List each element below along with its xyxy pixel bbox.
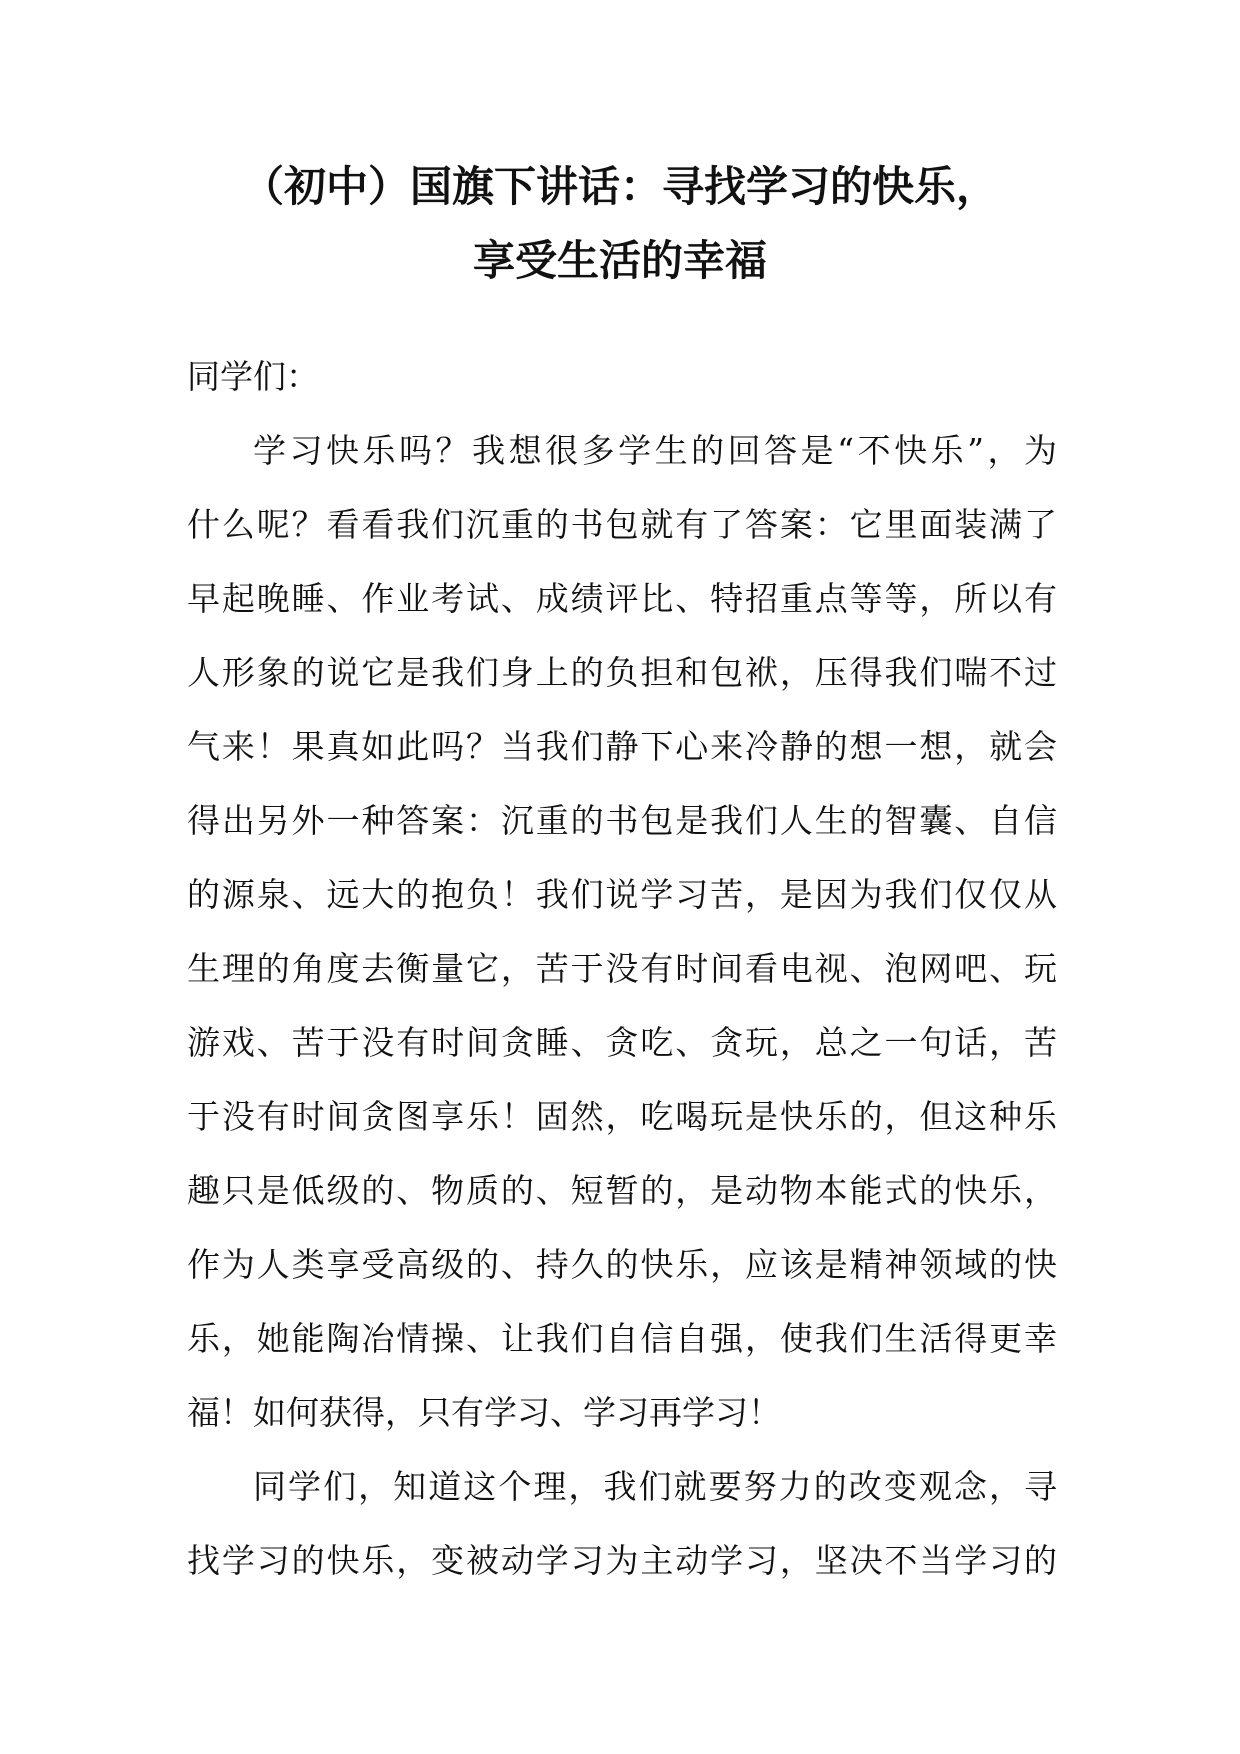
paragraph-line: 早起晚睡、作业考试、成绩评比、特招重点等等，所以有	[187, 579, 1057, 618]
paragraph-line: 得出另外一种答案：沉重的书包是我们人生的智囊、自信	[187, 801, 1057, 840]
paragraph-line: 什么呢？看看我们沉重的书包就有了答案：它里面装满了	[187, 505, 1057, 544]
paragraph-line: 的源泉、远大的抱负！我们说学习苦，是因为我们仅仅从	[187, 875, 1057, 914]
paragraph-line: 游戏、苦于没有时间贪睡、贪吃、贪玩，总之一句话，苦	[187, 1023, 1057, 1062]
paragraph-line: 生理的角度去衡量它，苦于没有时间看电视、泡网吧、玩	[187, 949, 1057, 988]
paragraph-line: 福！如何获得，只有学习、学习再学习！	[187, 1393, 781, 1432]
paragraph-1	[187, 414, 1057, 1450]
document-title	[150, 150, 1090, 298]
title-line-2: 享受生活的幸福	[472, 236, 767, 285]
document-body	[187, 340, 1057, 1598]
paragraph-line: 气来！果真如此吗？当我们静下心来冷静的想一想，就会	[187, 727, 1057, 766]
salutation: 同学们：	[187, 357, 319, 396]
paragraph-line: 学习快乐吗？我想很多学生的回答是“不快乐”，为	[253, 431, 1057, 470]
paragraph-line: 同学们，知道这个理，我们就要努力的改变观念，寻	[253, 1467, 1057, 1506]
paragraph-line: 趣只是低级的、物质的、短暂的，是动物本能式的快乐，	[187, 1171, 1057, 1210]
paragraph-line: 找学习的快乐，变被动学习为主动学习，坚决不当学习的	[187, 1541, 1057, 1580]
paragraph-line: 人形象的说它是我们身上的负担和包袱，压得我们喘不过	[187, 653, 1057, 692]
paragraph-line: 于没有时间贪图享乐！固然，吃喝玩是快乐的，但这种乐	[187, 1097, 1057, 1136]
title-line-1: （初中）国旗下讲话：寻找学习的快乐，	[241, 162, 998, 211]
paragraph-line: 作为人类享受高级的、持久的快乐，应该是精神领域的快	[187, 1245, 1057, 1284]
paragraph-2	[187, 1450, 1057, 1598]
paragraph-line: 乐，她能陶冶情操、让我们自信自强，使我们生活得更幸	[187, 1319, 1057, 1358]
